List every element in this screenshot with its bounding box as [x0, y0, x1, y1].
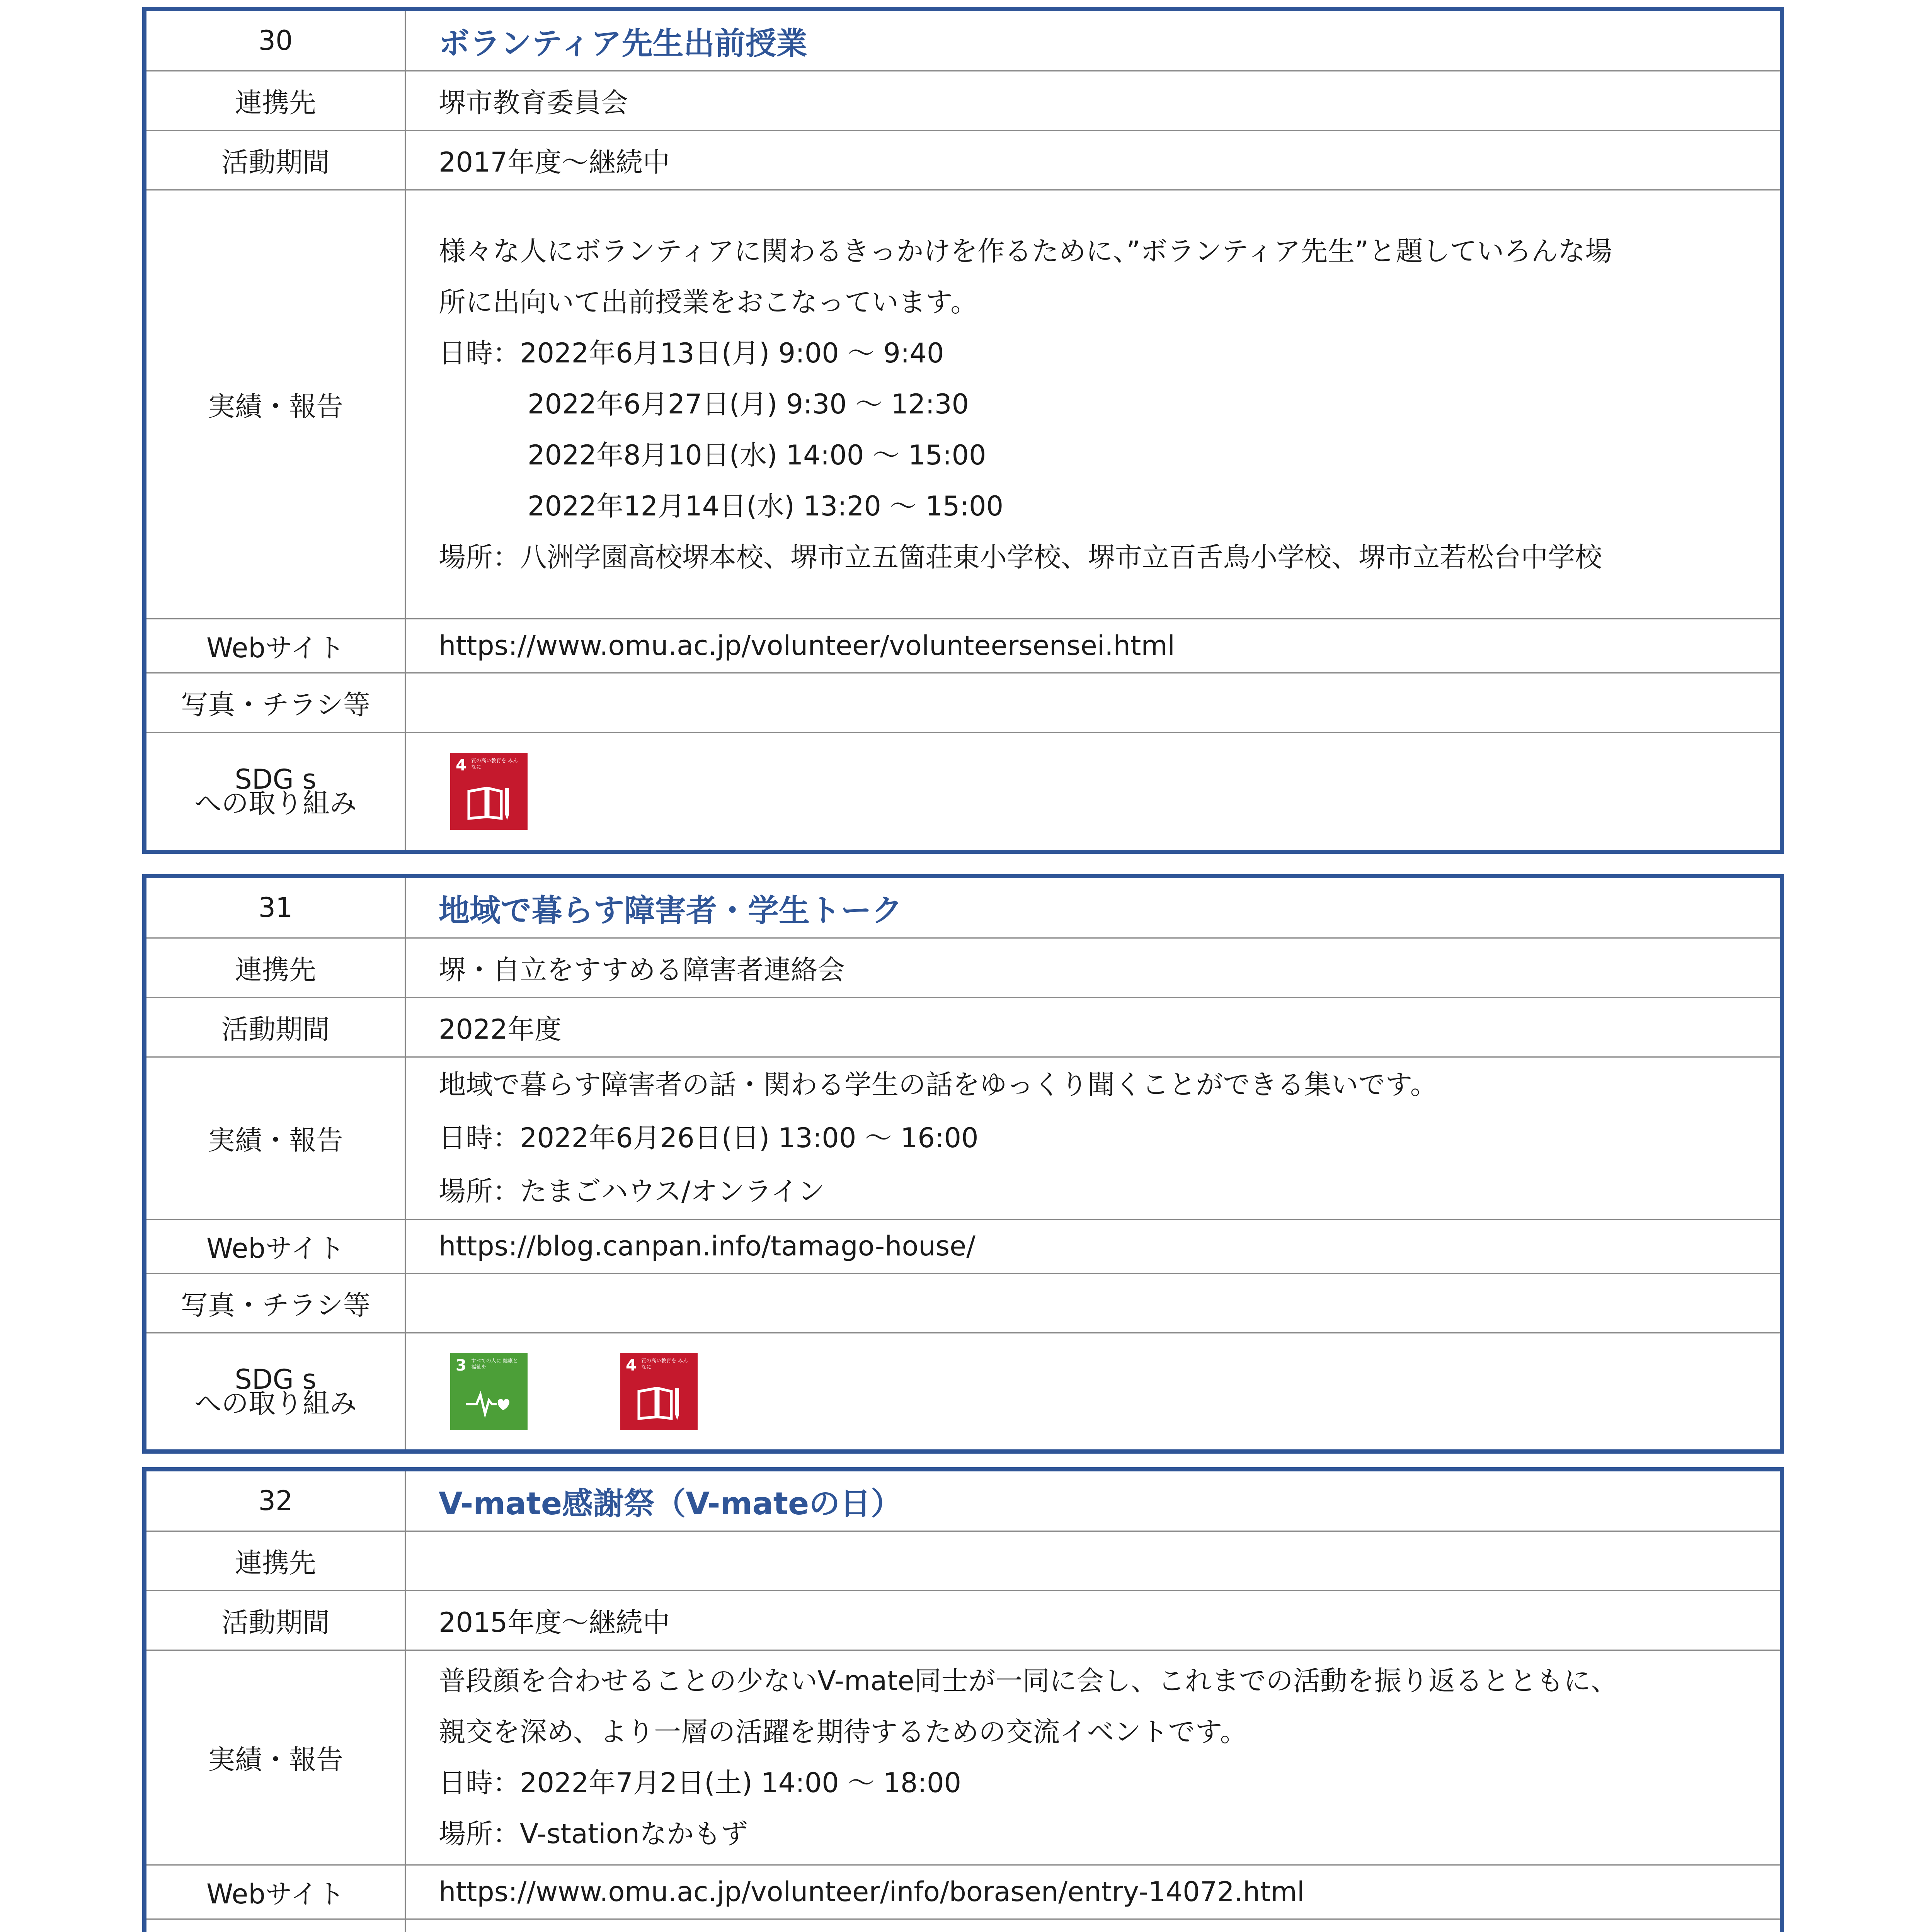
website-link[interactable]: https://blog.canpan.info/tamago-house/ — [405, 1219, 1780, 1273]
report-line: 2022年8月10日(水) 14:00 ～ 15:00 — [528, 439, 986, 471]
report-value — [405, 1650, 1780, 1865]
sdgs-value — [405, 1333, 1780, 1449]
entry-table — [146, 1471, 1780, 1932]
report-line: 普段顔を合わせることの少ないV-mate同士が一同に会し、これまでの活動を振り返るとともに、 — [439, 1665, 1618, 1697]
photos-value — [405, 673, 1780, 732]
report-text — [439, 1058, 1780, 1218]
report-line: 場所：V-stationなかもず — [439, 1818, 748, 1850]
partner-value: 堺市教育委員会 — [405, 71, 1780, 130]
photos-value — [405, 1273, 1780, 1333]
report-text — [439, 226, 1780, 583]
period-label: 活動期間 — [146, 1590, 405, 1650]
website-link[interactable]: https://www.omu.ac.jp/volunteer/volunteersensei.html — [405, 619, 1780, 673]
book-pencil-icon — [466, 783, 512, 821]
report-text — [439, 1655, 1780, 1859]
partner-value: 堺・自立をすすめる障害者連絡会 — [405, 938, 1780, 997]
period-value: 2017年度～継続中 — [405, 130, 1780, 190]
heartbeat-icon — [466, 1383, 512, 1422]
report-line: 日時：2022年7月2日(土) 14:00 ～ 18:00 — [439, 1767, 962, 1799]
partner-label: 連携先 — [146, 938, 405, 997]
sdg-4-icon: 4 質の高い教育を みんなに — [620, 1353, 698, 1430]
report-line: 場所：八洲学園高校堺本校、堺市立五箇荘東小学校、堺市立百舌鳥小学校、堺市立若松台中学校 — [439, 541, 1602, 573]
report-label: 実績・報告 — [146, 1650, 405, 1865]
report-line: 地域で暮らす障害者の話・関わる学生の話をゆっくり聞くことができる集いです。 — [439, 1069, 1437, 1100]
photos-label — [146, 1919, 405, 1932]
entry-number: 32 — [146, 1471, 405, 1531]
report-line: 様々な人にボランティアに関わるきっかけを作るために、”ボランティア先生”と題していろんな場 — [439, 235, 1612, 267]
sdgs-label-line: SDG s — [235, 1363, 317, 1395]
report-value — [405, 1057, 1780, 1219]
partner-value — [405, 1531, 1780, 1590]
sdgs-label — [146, 732, 405, 850]
report-line: 2022年6月27日(月) 9:30 ～ 12:30 — [528, 388, 969, 420]
entry-table — [146, 878, 1780, 1449]
entry-title: V-mate感謝祭（V-mateの日） — [405, 1471, 1780, 1531]
report-label: 実績・報告 — [146, 1057, 405, 1219]
period-value: 2015年度～継続中 — [405, 1590, 1780, 1650]
entry-number: 31 — [146, 878, 405, 938]
report-line: 2022年12月14日(水) 13:20 ～ 15:00 — [528, 490, 1004, 522]
entry-table — [146, 11, 1780, 850]
photos-value — [405, 1919, 1780, 1932]
website-label: Webサイト — [146, 619, 405, 673]
book-pencil-icon — [636, 1383, 682, 1422]
report-value — [405, 190, 1780, 619]
entry-32-block — [142, 1467, 1784, 1932]
entry-30-block — [142, 7, 1784, 854]
sdgs-value — [405, 732, 1780, 850]
sdg-3-icon: 3 すべての人に 健康と福祉を — [450, 1353, 528, 1430]
report-line: 所に出向いて出前授業をおこなっています。 — [439, 286, 978, 318]
photos-label: 写真・チラシ等 — [146, 1273, 405, 1333]
report-line: 日時：2022年6月13日(月) 9:00 ～ 9:40 — [439, 337, 944, 369]
period-label: 活動期間 — [146, 997, 405, 1057]
report-label: 実績・報告 — [146, 190, 405, 619]
photos-label: 写真・チラシ等 — [146, 673, 405, 732]
sdgs-label-line: への取り組み — [194, 787, 357, 819]
website-label: Webサイト — [146, 1219, 405, 1273]
sdgs-label-line: SDG s — [235, 763, 317, 795]
partner-label: 連携先 — [146, 1531, 405, 1590]
partner-label: 連携先 — [146, 71, 405, 130]
period-label: 活動期間 — [146, 130, 405, 190]
entry-title: 地域で暮らす障害者・学生トーク — [405, 878, 1780, 938]
entry-31-block — [142, 874, 1784, 1454]
website-label: Webサイト — [146, 1865, 405, 1919]
report-line: 日時：2022年6月26日(日) 13:00 ～ 16:00 — [439, 1122, 979, 1154]
sdg-4-icon: 4 質の高い教育を みんなに — [450, 753, 528, 830]
period-value: 2022年度 — [405, 997, 1780, 1057]
report-line: 場所：たまごハウス/オンライン — [439, 1175, 825, 1207]
report-line: 親交を深め、より一層の活躍を期待するための交流イベントです。 — [439, 1716, 1247, 1748]
entry-title: ボランティア先生出前授業 — [405, 11, 1780, 71]
website-link[interactable]: https://www.omu.ac.jp/volunteer/info/borasen/entry-14072.html — [405, 1865, 1780, 1919]
entry-number: 30 — [146, 11, 405, 71]
sdgs-label — [146, 1333, 405, 1449]
sdgs-label-line: への取り組み — [194, 1387, 357, 1419]
